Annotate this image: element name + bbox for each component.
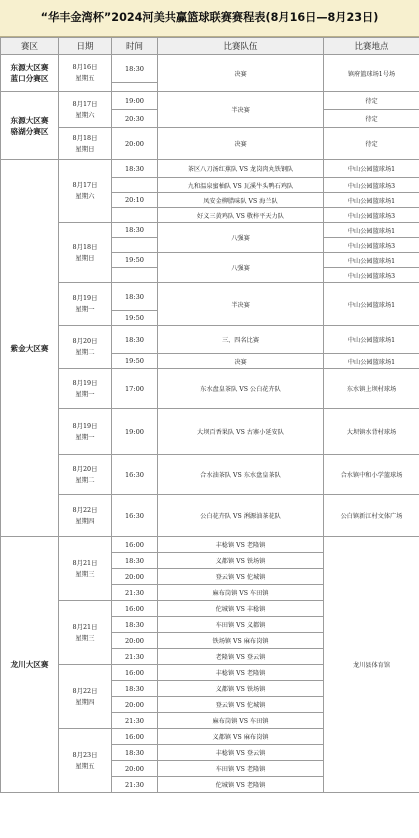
time-text: 18:30 [124,164,144,173]
date-cell [59,160,112,223]
time-text: 18:30 [124,335,144,344]
table-row [1,128,419,160]
date-text: 星期四 [75,516,95,525]
time-cell [112,777,158,793]
time-text: 17:00 [124,384,144,393]
date-text: 8月21日 [72,558,98,567]
venue-cell [324,92,419,110]
venue-text: 待定 [365,116,378,123]
date-text: 8月20日 [72,337,98,345]
match-cell [158,569,324,585]
time-cell [112,223,158,238]
match-text: 铁场镇 VS 麻布岗镇 [212,638,269,645]
header-date: 日期 [59,38,112,55]
date-text: 星期一 [75,305,95,313]
time-cell [112,553,158,569]
match-cell [158,697,324,713]
time-cell [112,569,158,585]
match-text: 半决赛 [231,301,250,309]
time-text: 19:50 [124,314,144,322]
time-cell [112,495,158,537]
time-text: 20:10 [124,196,144,204]
match-text: 茶区八刀汤红蕉队 VS 龙岗肉丸铁钢队 [187,166,294,173]
venue-text: 龙川县体育馆 [352,662,391,669]
table-row [1,160,419,178]
match-text: 凤安金柳腊味队 VS 海兰队 [203,197,278,205]
time-cell [112,311,158,326]
table-row [1,409,419,455]
venue-text: 中山公园篮球场3 [347,212,396,220]
table-row [1,369,419,409]
match-text: 义都镇 VS 铁场镇 [215,558,266,565]
match-cell [158,633,324,649]
time-cell [112,55,158,83]
schedule-body [1,55,419,793]
time-cell [112,745,158,761]
table-row [1,55,419,83]
date-text: 8月23日 [72,750,98,759]
venue-text: 中山公园篮球场1 [347,301,396,309]
time-text: 18:30 [124,620,144,629]
venue-text: 中山公园篮球场3 [347,242,396,250]
venue-text: 中山公园篮球场1 [347,358,396,366]
match-cell [158,178,324,193]
time-cell [112,633,158,649]
date-cell [59,537,112,601]
date-text: 8月19日 [72,378,98,387]
date-text: 星期三 [75,633,95,642]
match-text: 决赛 [234,358,247,366]
match-cell [158,55,324,92]
match-cell [158,665,324,681]
time-cell [112,729,158,745]
match-text: 三、四名比赛 [221,337,260,344]
date-text: 星期三 [75,569,95,578]
table-row [1,326,419,354]
time-cell [112,178,158,193]
venue-text: 待定 [365,98,378,105]
date-text: 8月21日 [72,622,98,631]
date-cell [59,92,112,128]
date-cell [59,369,112,409]
date-cell [59,455,112,495]
match-cell [158,729,324,745]
time-cell [112,713,158,729]
time-cell [112,326,158,354]
time-text: 16:00 [124,540,144,549]
match-text: 老隆镇 VS 登云镇 [215,654,266,661]
time-cell [112,92,158,110]
area-text: 骆湖分赛区 [10,126,49,136]
date-cell [59,665,112,729]
venue-cell [324,283,419,326]
match-cell [158,537,324,553]
time-text: 18:30 [124,64,144,73]
match-text: 东水盘皇茶队 VS 公白花卉队 [200,386,281,393]
time-text: 18:30 [124,748,144,757]
match-cell [158,713,324,729]
match-text: 麻布岗镇 VS 车田镇 [212,590,269,597]
venue-text: 中山公园篮球场1 [347,257,396,265]
date-text: 8月18日 [72,133,98,142]
venue-cell [324,253,419,268]
match-text: 八强赛 [231,265,250,272]
header-venue: 比赛地点 [324,38,419,55]
table-row [1,223,419,238]
match-cell [158,585,324,601]
date-text: 星期五 [75,761,95,770]
match-text: 丰稔镇 VS 老隆镇 [215,670,266,677]
date-cell [59,495,112,537]
venue-text: 镇府篮球场1号场 [347,70,396,78]
venue-text: 合水镇中和小学篮球场 [340,472,403,479]
date-text: 8月19日 [72,294,98,302]
time-cell [112,617,158,633]
area-cell [1,160,59,537]
time-text: 21:30 [124,652,144,661]
match-text: 车田镇 VS 老隆镇 [215,766,266,773]
time-cell [112,681,158,697]
area-text: 东源大区赛 [10,115,49,125]
time-cell [112,160,158,178]
match-text: 麻布岗镇 VS 车田镇 [212,718,269,725]
time-text: 18:30 [124,292,144,301]
time-cell [112,697,158,713]
time-text: 19:00 [124,427,144,436]
area-cell [1,55,59,92]
venue-cell [324,208,419,223]
venue-text: 中山公园篮球场3 [347,182,396,190]
date-cell [59,283,112,326]
venue-text: 东水镇上坝村球场 [346,386,397,393]
time-cell [112,369,158,409]
venue-cell [324,160,419,178]
time-cell [112,601,158,617]
time-cell [112,649,158,665]
date-text: 星期日 [75,144,95,153]
match-text: 八强赛 [231,235,250,242]
time-text: 21:30 [124,780,144,789]
venue-cell [324,455,419,495]
schedule-table [0,37,419,793]
match-text: 车田镇 VS 义都镇 [215,622,266,629]
match-text: 佗城镇 VS 丰稔镇 [215,606,266,613]
time-cell [112,665,158,681]
date-text: 8月22日 [72,686,98,695]
time-cell [112,283,158,311]
match-text: 登云镇 VS 佗城镇 [215,574,266,581]
time-cell [112,585,158,601]
date-text: 星期二 [75,348,95,356]
time-cell [112,537,158,553]
match-cell [158,681,324,697]
venue-cell [324,537,419,793]
time-text: 21:30 [124,716,144,725]
time-text: 20:00 [124,572,144,581]
date-text: 8月16日 [72,63,98,71]
table-row [1,495,419,537]
match-cell [158,92,324,128]
time-cell [112,238,158,253]
area-text: 龙川大区赛 [10,660,49,669]
time-cell [112,110,158,128]
time-cell [112,83,158,92]
time-text: 20:00 [124,700,144,709]
venue-text: 待定 [365,141,378,148]
time-text: 18:30 [124,226,144,234]
time-text: 16:00 [124,668,144,677]
match-cell [158,495,324,537]
table-row [1,455,419,495]
date-cell [59,326,112,369]
time-cell [112,208,158,223]
match-cell [158,208,324,223]
area-text: 紫金大区赛 [10,343,49,353]
venue-cell [324,409,419,455]
venue-text: 中山公园篮球场1 [347,337,396,344]
match-cell [158,283,324,326]
date-text: 8月22日 [72,505,98,514]
venue-cell [324,268,419,283]
time-text: 16:30 [124,511,144,520]
area-text: 蓝口分赛区 [10,74,49,83]
date-cell [59,223,112,283]
venue-cell [324,369,419,409]
match-cell [158,409,324,455]
venue-text: 中山公园篮球场1 [347,166,396,173]
date-cell [59,55,112,92]
area-cell [1,537,59,793]
match-text: 佗城镇 VS 老隆镇 [215,782,266,789]
match-text: 丰稔镇 VS 老隆镇 [215,542,266,549]
date-text: 星期六 [75,110,95,119]
match-cell [158,223,324,253]
match-cell [158,369,324,409]
match-cell [158,601,324,617]
header-teams: 比赛队伍 [158,38,324,55]
venue-cell [324,178,419,193]
time-text: 18:30 [124,556,144,565]
match-cell [158,354,324,369]
area-cell [1,92,59,160]
date-text: 8月17日 [72,181,98,189]
table-row [1,283,419,311]
venue-cell [324,110,419,128]
time-text: 16:30 [124,470,144,479]
venue-text: 中山公园篮球场1 [347,227,396,235]
match-cell [158,745,324,761]
date-text: 星期六 [75,192,95,200]
time-cell [112,455,158,495]
date-text: 星期一 [75,389,95,398]
date-cell [59,729,112,793]
header-time: 时间 [112,38,158,55]
venue-text: 中山公园篮球场1 [347,197,396,205]
match-cell [158,649,324,665]
match-cell [158,617,324,633]
table-row [1,537,419,553]
match-cell [158,326,324,354]
match-text: 决赛 [234,70,247,78]
match-text: 决赛 [234,141,247,148]
match-text: 丰稔镇 VS 登云镇 [215,750,266,757]
match-text: 半决赛 [231,107,250,114]
date-cell [59,601,112,665]
header-area: 赛区 [1,38,59,55]
venue-cell [324,223,419,238]
match-cell [158,160,324,178]
time-text: 21:30 [124,588,144,597]
time-cell [112,193,158,208]
venue-cell [324,495,419,537]
match-text: 义都镇 VS 麻布岗镇 [212,734,269,741]
venue-text: 公白镇新江村文体广场 [340,513,403,520]
time-cell [112,253,158,268]
match-cell [158,193,324,208]
time-text: 20:30 [124,114,144,123]
date-text: 8月17日 [72,99,98,108]
time-cell [112,409,158,455]
match-cell [158,253,324,283]
venue-text: 大坝镇水背村球场 [346,429,397,436]
time-text: 19:50 [124,357,144,365]
match-cell [158,455,324,495]
schedule-title: “华丰金湾杯”2024河美共赢篮球联赛赛程表(8月16日—8月23日) [0,0,419,37]
time-text: 18:30 [124,684,144,693]
match-text: 登云镇 VS 佗城镇 [215,702,266,709]
date-text: 8月19日 [72,421,98,430]
time-cell [112,268,158,283]
time-text: 20:00 [124,764,144,773]
time-text: 16:00 [124,732,144,741]
venue-cell [324,354,419,369]
date-cell [59,128,112,160]
venue-cell [324,193,419,208]
time-text: 19:50 [124,256,144,264]
match-text: 九和温泉蜜柚队 VS 瓦溪牛头鸭石鸡队 [187,182,294,190]
header-row [1,38,419,55]
venue-cell [324,238,419,253]
match-cell [158,128,324,160]
time-cell [112,761,158,777]
match-cell [158,553,324,569]
match-text: 义都镇 VS 铁场镇 [215,686,266,693]
venue-cell [324,55,419,92]
date-text: 星期五 [75,74,95,82]
date-text: 星期日 [75,253,95,262]
date-cell [59,409,112,455]
venue-cell [324,128,419,160]
date-text: 8月20日 [72,464,98,473]
time-cell [112,128,158,160]
match-text: 好义三黄鸡队 VS 敬梓平天力队 [197,212,284,220]
date-text: 星期一 [75,432,95,441]
match-cell [158,761,324,777]
venue-cell [324,326,419,354]
table-row [1,92,419,110]
area-text: 东源大区赛 [10,63,49,72]
date-text: 8月18日 [72,242,98,251]
time-text: 19:00 [124,96,144,105]
time-text: 20:00 [124,636,144,645]
match-cell [158,777,324,793]
time-cell [112,354,158,369]
venue-text: 中山公园篮球场3 [347,272,396,280]
date-text: 星期四 [75,697,95,706]
match-text: 公白花卉队 VS 浰源油茶花队 [200,513,281,520]
match-text: 大坝百香果队 VS 古寨小延安队 [197,429,284,436]
match-text: 合水油茶队 VS 东水盘皇茶队 [200,472,281,479]
date-text: 星期二 [75,475,95,484]
time-text: 16:00 [124,604,144,613]
time-text: 20:00 [124,139,144,148]
